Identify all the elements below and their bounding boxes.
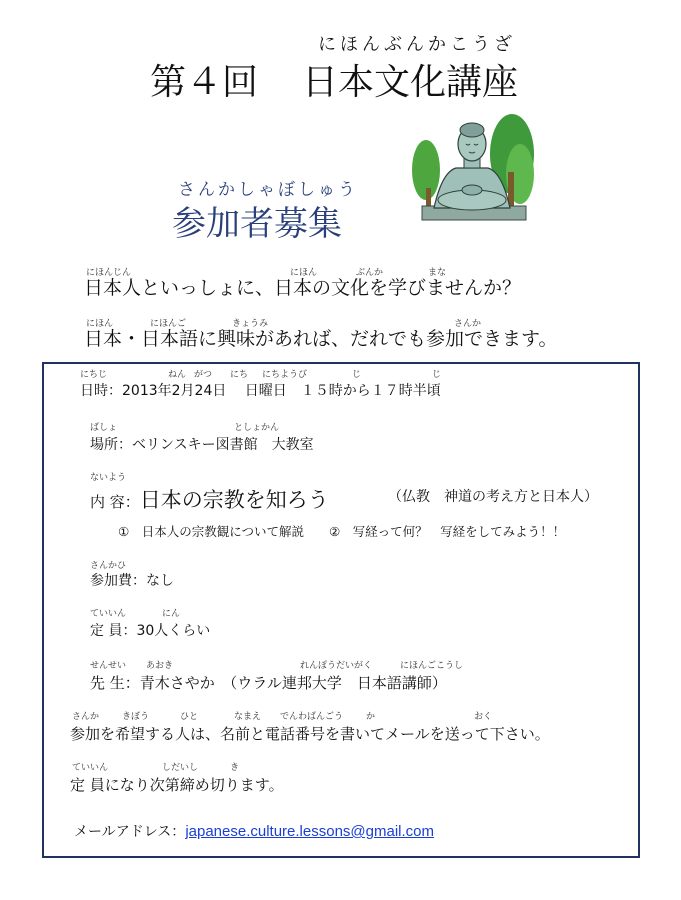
intro2-furigana-2: にほんご: [150, 319, 187, 329]
datetime-furigana-5: にちようび: [262, 370, 308, 380]
datetime-furigana-4: にち: [230, 370, 249, 380]
email-label: メールアドレス：: [74, 824, 186, 840]
teacher-furigana-1: せんせい: [90, 661, 127, 671]
title-furigana: にほんぶんかこうざ: [318, 34, 516, 55]
content-note: （仏教 神道の考え方と日本人）: [388, 489, 598, 505]
intro2-furigana-3: きょうみ: [232, 319, 269, 329]
intro1-furigana-2: にほん: [290, 268, 318, 278]
place-furigana-1: ばしょ: [90, 423, 118, 433]
page-title: [150, 54, 518, 105]
capacity-furigana-2: にん: [162, 609, 181, 619]
email-line: [74, 821, 434, 841]
content-topic: 日本の宗教を知ろう: [139, 488, 329, 512]
deadline-furigana-2: しだいし: [162, 763, 199, 773]
deadline-furigana-1: ていいん: [72, 763, 109, 773]
deadline-line: 定 員になり次第締め切ります。: [70, 776, 284, 794]
apply-furigana-5: でんわばんごう: [280, 712, 344, 722]
intro2-furigana-4: さんか: [454, 319, 482, 329]
teacher-furigana-3: れんぽうだいがく: [300, 661, 373, 671]
content-line: [90, 484, 329, 514]
deadline-furigana-3: き: [230, 763, 240, 773]
recruit-furigana: さんかしゃぼしゅう: [178, 180, 358, 200]
teacher-furigana-4: にほんごこうし: [400, 661, 464, 671]
buddha-statue-image: [412, 112, 534, 222]
apply-furigana-3: ひと: [180, 712, 199, 722]
fee-line: 参加費：なし: [90, 573, 174, 589]
datetime-furigana-1: にちじ: [80, 370, 108, 380]
content-furigana: ないよう: [90, 473, 127, 483]
intro1-furigana-3: ぶんか: [356, 268, 384, 278]
apply-furigana-1: さんか: [72, 712, 100, 722]
title-number: 第４回: [150, 62, 259, 103]
teacher-line: 先 生：青木さやか （ウラル連邦大学 日本語講師）: [90, 674, 447, 692]
recruit-heading: 参加者募集: [172, 204, 342, 244]
teacher-furigana-2: あおき: [146, 661, 174, 671]
datetime-furigana-6: じ: [352, 370, 362, 380]
title-main: 日本文化講座: [302, 62, 519, 103]
apply-furigana-7: おく: [474, 712, 493, 722]
capacity-line: 定 員：30人くらい: [90, 623, 211, 639]
capacity-furigana-1: ていいん: [90, 609, 127, 619]
email-link[interactable]: japanese.culture.lessons@gmail.com: [185, 823, 434, 840]
place-furigana-2: としょかん: [234, 423, 280, 433]
datetime-furigana-2: ねん: [168, 370, 187, 380]
content-label: 内 容：: [90, 493, 140, 511]
apply-furigana-2: きぼう: [122, 712, 150, 722]
apply-furigana-4: なまえ: [234, 712, 262, 722]
fee-furigana: さんかひ: [90, 561, 127, 571]
datetime-furigana-3: がつ: [194, 370, 213, 380]
intro2-furigana-1: にほん: [86, 319, 114, 329]
intro1-furigana-1: にほんじん: [86, 268, 132, 278]
datetime-furigana-7: じ: [432, 370, 442, 380]
apply-furigana-6: か: [366, 712, 376, 722]
intro-line-1: 日本人といっしょに、日本の文化を学びませんか？: [84, 277, 522, 299]
apply-line: 参加を希望する人は、名前と電話番号を書いてメールを送って下さい。: [70, 725, 550, 743]
datetime-line: 日時：2013年2月24日 日曜日 １５時から１７時半頃: [80, 383, 441, 399]
intro1-furigana-4: まな: [428, 268, 447, 278]
intro-line-2: 日本・日本語に興味があれば、だれでも参加できます。: [84, 328, 558, 350]
place-line: 場所：ベリンスキー図書館 大教室: [90, 437, 314, 453]
program-line: ① 日本人の宗教観について解説 ② 写経って何？ 写経をしてみよう！！: [118, 524, 566, 539]
